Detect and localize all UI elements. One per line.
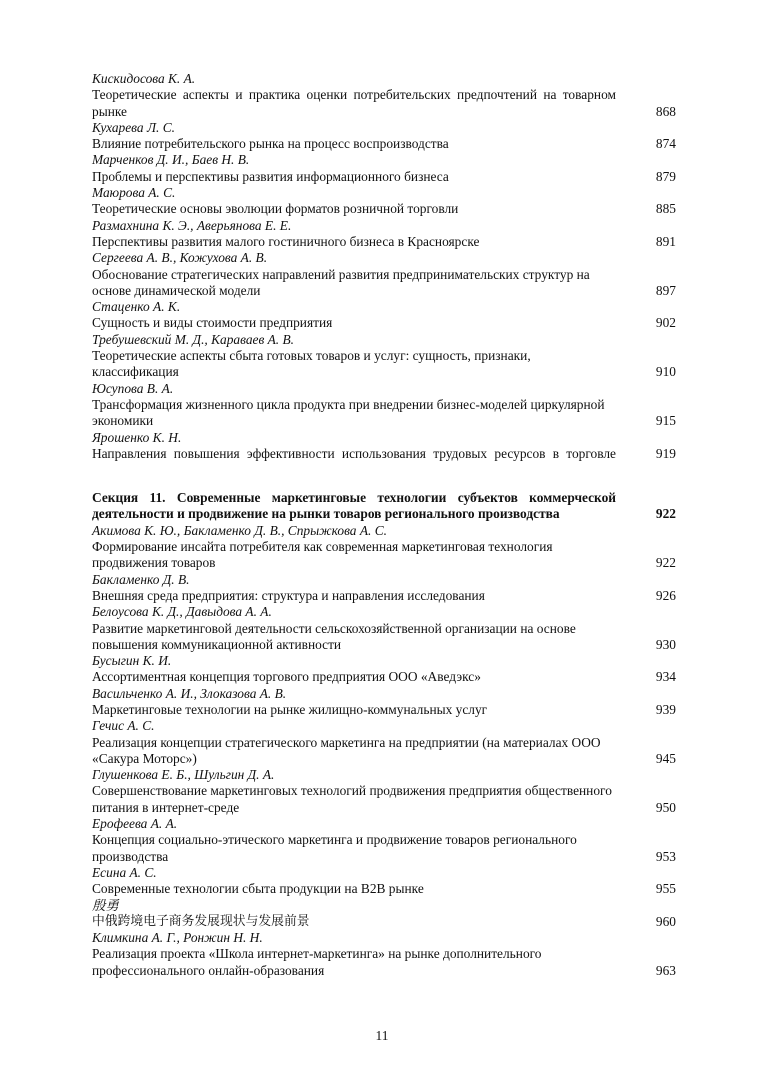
toc-author: Кухарева Л. С.: [92, 119, 175, 135]
toc-author: Ерофеева А. А.: [92, 816, 178, 832]
toc-author: Гечис А. С.: [92, 718, 155, 734]
section-title[interactable]: Секция 11. Современные маркетинговые технологии субъектов коммерческой деятельности и продвижение на рынки товаров регионального производства: [92, 490, 616, 522]
toc-title[interactable]: Теоретические основы эволюции форматов розничной торговли: [92, 201, 459, 217]
toc-title[interactable]: Формирование инсайта потребителя как современная маркетинговая технология продвижения товаров: [92, 539, 553, 571]
toc-page-number[interactable]: 897: [655, 282, 676, 298]
toc-author: Акимова К. Ю., Бакламенко Д. В., Спрыжкова А. С.: [92, 522, 387, 538]
toc-entry: [92, 250, 676, 299]
toc-title[interactable]: Реализация проекта «Школа интернет-маркетинга» на рынке дополнительного профессионального онлайн-образования: [92, 946, 542, 978]
toc-entry: [92, 898, 676, 931]
toc-title[interactable]: Развитие маркетинговой деятельности сельскохозяйственной организации на основе повышения коммуникационной активности: [92, 620, 576, 652]
toc-title[interactable]: Теоретические аспекты и практика оценки потребительских предпочтений на товарном рынке: [92, 87, 616, 119]
toc-entry: [92, 653, 676, 686]
page-footer-number: 11: [375, 1028, 389, 1043]
toc-title[interactable]: Направления повышения эффективности использования трудовых ресурсов в торговле: [92, 445, 616, 461]
toc-title[interactable]: Внешняя среда предприятия: структура и направления исследования: [92, 587, 485, 603]
toc-entry: [92, 332, 676, 381]
toc-page-number[interactable]: 926: [655, 587, 676, 603]
toc-page-number[interactable]: 868: [655, 103, 676, 119]
toc-author: Кискидосова К. А.: [92, 71, 196, 86]
toc-page-number[interactable]: 902: [655, 315, 676, 331]
toc-entry: [92, 430, 676, 463]
toc-page-number[interactable]: 945: [655, 750, 676, 766]
toc-entry: [92, 523, 676, 572]
toc-author: Глушенкова Е. Б., Шульгин Д. А.: [92, 767, 275, 783]
toc-title[interactable]: Перспективы развития малого гостиничного бизнеса в Красноярске: [92, 233, 480, 249]
toc-author: Бакламенко Д. В.: [92, 571, 190, 587]
toc-page-number[interactable]: 891: [655, 233, 676, 249]
toc-entry: [92, 185, 676, 218]
toc-title[interactable]: Трансформация жизненного цикла продукта при внедрении бизнес-моделей циркулярной экономики: [92, 396, 605, 429]
toc-title[interactable]: Влияние потребительского рынка на процесс воспроизводства: [92, 136, 449, 152]
toc-page-number[interactable]: 939: [655, 701, 676, 717]
toc-title[interactable]: 中俄跨境电子商务发展现状与发展前景: [92, 913, 310, 929]
section-heading: [92, 490, 676, 523]
toc-entry: [92, 71, 676, 120]
toc-author: 殷勇: [92, 897, 119, 913]
toc-entry: [92, 152, 676, 185]
toc-entry: [92, 381, 676, 430]
toc-page-number[interactable]: 919: [655, 445, 676, 461]
toc-page-number[interactable]: 915: [655, 413, 676, 429]
toc-entry: [92, 930, 676, 979]
toc-title[interactable]: Маркетинговые технологии на рынке жилищно-коммунальных услуг: [92, 701, 488, 717]
toc-title[interactable]: Сущность и виды стоимости предприятия: [92, 315, 333, 331]
section-page-number[interactable]: 922: [655, 506, 676, 522]
toc-entry: [92, 604, 676, 653]
toc-entry: [92, 816, 676, 865]
toc-title[interactable]: Современные технологии сбыта продукции на В2В рынке: [92, 881, 424, 897]
toc-entry: [92, 767, 676, 816]
toc-author: Васильченко А. И., Злоказова А. В.: [92, 685, 287, 701]
toc-page-number[interactable]: 930: [655, 636, 676, 652]
toc-page-number[interactable]: 885: [655, 201, 676, 217]
toc-title[interactable]: Концепция социально-этического маркетинга и продвижение товаров регионального производства: [92, 832, 577, 864]
toc-page-number[interactable]: 879: [655, 168, 676, 184]
toc-title[interactable]: Проблемы и перспективы развития информационного бизнеса: [92, 168, 449, 184]
toc-entry: [92, 718, 676, 767]
toc-entry: [92, 120, 676, 153]
toc-title[interactable]: Теоретические аспекты сбыта готовых товаров и услуг: сущность, признаки, классификация: [92, 348, 531, 380]
toc-author: Бусыгин К. И.: [92, 653, 172, 669]
toc-page-number[interactable]: 950: [655, 799, 676, 815]
toc-page-number[interactable]: 934: [655, 669, 676, 685]
toc-title[interactable]: Реализация концепции стратегического маркетинга на предприятии (на материалах ООО «Сакура Моторс»): [92, 734, 601, 766]
toc-title[interactable]: Совершенствование маркетинговых технологий продвижения предприятия общественного питания в интернет-среде: [92, 783, 612, 815]
toc-author: Требушевский М. Д., Караваев А. В.: [92, 331, 295, 347]
toc-author: Климкина А. Г., Ронжин Н. Н.: [92, 930, 263, 946]
toc-title[interactable]: Обоснование стратегических направлений развития предпринимательских структур на основе динамической модели: [92, 266, 590, 298]
toc-page-number[interactable]: 955: [655, 881, 676, 897]
toc-author: Сергеева А. В., Кожухова А. В.: [92, 250, 268, 266]
toc-entry: [92, 299, 676, 332]
toc-entry: [92, 572, 676, 605]
toc-page-number[interactable]: 910: [655, 364, 676, 380]
toc-author: Юсупова В. А.: [92, 380, 174, 396]
toc-author: Ярошенко К. Н.: [92, 429, 182, 445]
toc-entry: [92, 218, 676, 251]
toc-author: Белоусова К. Д., Давыдова А. А.: [92, 604, 272, 620]
toc-author: Есина А. С.: [92, 864, 157, 880]
toc-page-number[interactable]: 953: [655, 848, 676, 864]
toc-entry: [92, 865, 676, 898]
toc-page-number[interactable]: 963: [655, 962, 676, 978]
toc-page-number[interactable]: 922: [655, 555, 676, 571]
table-of-contents: [92, 71, 676, 979]
toc-author: Марченков Д. И., Баев Н. В.: [92, 152, 250, 168]
toc-entry: [92, 686, 676, 719]
toc-title[interactable]: Ассортиментная концепция торгового предприятия ООО «Аведэкс»: [92, 669, 481, 685]
toc-page-number[interactable]: 960: [655, 913, 676, 929]
toc-author: Стаценко А. К.: [92, 299, 181, 315]
toc-page-number[interactable]: 874: [655, 136, 676, 152]
toc-author: Размахнина К. Э., Аверьянова Е. Е.: [92, 217, 292, 233]
toc-author: Маюрова А. С.: [92, 185, 176, 201]
